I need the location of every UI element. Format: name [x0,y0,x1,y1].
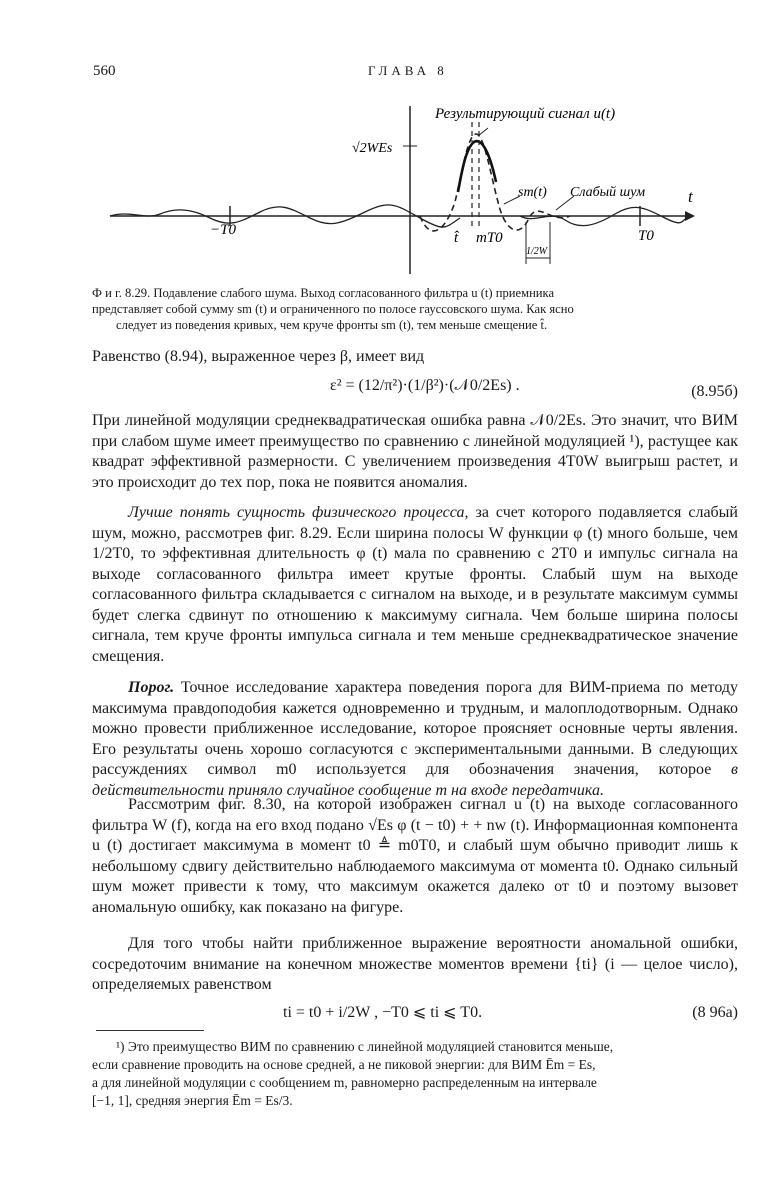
paragraph-5-text: Для того чтобы найти приближенное выражение вероятности аномальной ошибки, сосредоточим внимание на конечном множестве моментов времени {ti} (i — целое число), определяемых равенством [92,935,738,993]
footnote-line: ¹) Это преимущество ВИМ по сравнению с линейной модуляцией становится меньше, [116,1039,614,1054]
equation-8-96a: ti = t0 + i/2W , −T0 ⩽ ti ⩽ T0. [283,1004,483,1021]
interval-label: 1/2W [526,246,548,257]
intro-line [92,347,738,368]
threshold-heading: Порог. [128,679,175,696]
pos-t0-label: T0 [638,228,654,244]
page-number: 560 [93,63,116,79]
t-hat-label: t̂ [454,230,459,246]
amplitude-label: √2WEs [352,141,393,156]
paragraph-3-text: Точное исследование характера поведения порога для ВИМ-приема по методу максимума правдоподобия кажется одновременно и трудным, и малоплодотворным. Однако можно провести приближенное исследование, которое проясняет основные черты явления. Его результаты очень хорошо согласуются с экспериментальными данными. В следующих рассуждениях символ m0 используется для обозначения значения, которое [92,679,738,778]
caption-line: Ф и г. 8.29. Подавление слабого шума. Выход согласованного фильтра u (t) приемника [92,286,555,300]
weak-noise-label: Слабый шум [570,185,646,200]
paragraph-1-text: При линейной модуляции среднеквадратическая ошибка равна 𝒩0/2Es. Это значит, что ВИМ при слабом шуме имеет преимущество по сравнению с линейной модуляцией ¹), растущее как квадрат эффективной размерности. С увеличением произведения 4T0W выигрыш растет, и это происходит до тех пор, пока не появится аномалия. [92,412,738,491]
figure-8-29 [100,92,700,282]
footnote-line: а для линейной модуляции с сообщением m, равномерно распределенным на интервале [92,1075,597,1090]
footnote [92,1038,738,1110]
paragraph-4 [92,795,738,918]
result-signal-curve [458,141,496,192]
caption-line: представляет собой сумму sm (t) и ограниченного по полосе гауссовского шума. Как ясно [92,302,574,316]
paragraph-5 [92,934,738,996]
equation-8-95b: ε² = (12/π²)·(1/β²)·(𝒩0/2Es) . [330,377,520,394]
paragraph-2-italic: Лучше понять сущность физического процесса, [128,504,469,521]
result-signal-label: Результирующий сигнал u(t) [435,106,616,122]
equation-number-8-95b: (8.95б) [691,383,738,400]
paragraph-2 [92,503,738,667]
paragraph-4-text: Рассмотрим фиг. 8.30, на которой изображен сигнал u (t) на выходе согласованного фильтра W (f), когда на его вход подано √Es φ (t − t0) + + nw (t). Информационная компонента u (t) достигает максимума в момент t0 ≜ m0T0, и слабый шум обычно приводит лишь к небольшому сдвигу действительно наблюдаемого максимума от момента t0. Однако сильный шум может привести к тому, что максимум окажется далеко от t0 и поэтому вызовет аномальную ошибку, как показано на фигуре. [92,796,738,916]
equation-number-8-96a: (8 96a) [692,1004,738,1021]
footnote-line: если сравнение проводить на основе средней, а не пиковой энергии: для ВИМ Ēm = Es, [92,1057,596,1072]
caption-line: следует из поведения кривых, чем круче фронты sm (t), тем меньше смещение t̂. [116,318,548,332]
neg-t0-label: −T0 [210,222,236,238]
m-t0-label: mT0 [476,230,503,246]
footnote-rule [96,1030,204,1031]
footnote-line: [−1, 1], средняя энергия Ēm = Es/3. [92,1093,293,1108]
paragraph-3-italic: в действительности приняло случайное сообщение m на входе передатчика. [92,761,738,799]
paragraph-1 [92,411,738,493]
chapter-header: ГЛАВА 8 [368,63,448,78]
paragraph-threshold [92,678,738,801]
paragraph-2-text: за счет которого подавляется слабый шум, можно, рассмотрев фиг. 8.29. Если ширина полосы W функции φ (t) много больше, чем 1/2T0, то эффективная длительность φ (t) мала по сравнению с 2T0 и импульс сигнала на выходе согласованного фильтра имеет крутые фронты. Слабый шум на выходе согласованного фильтра складывается с сигналом на выходе, и в результате максимум суммы будет слегка сдвинут по отношению к максимуму сигнала. Чем больше ширина полосы сигнала, тем круче фронты импульса сигнала и тем меньше среднеквадратическое значение смещения. [92,504,738,665]
sm-label: sm(t) [518,185,547,200]
figure-caption [92,285,738,333]
intro-text: Равенство (8.94), выраженное через β, имеет вид [92,348,425,365]
t-axis-label: t [688,187,693,206]
